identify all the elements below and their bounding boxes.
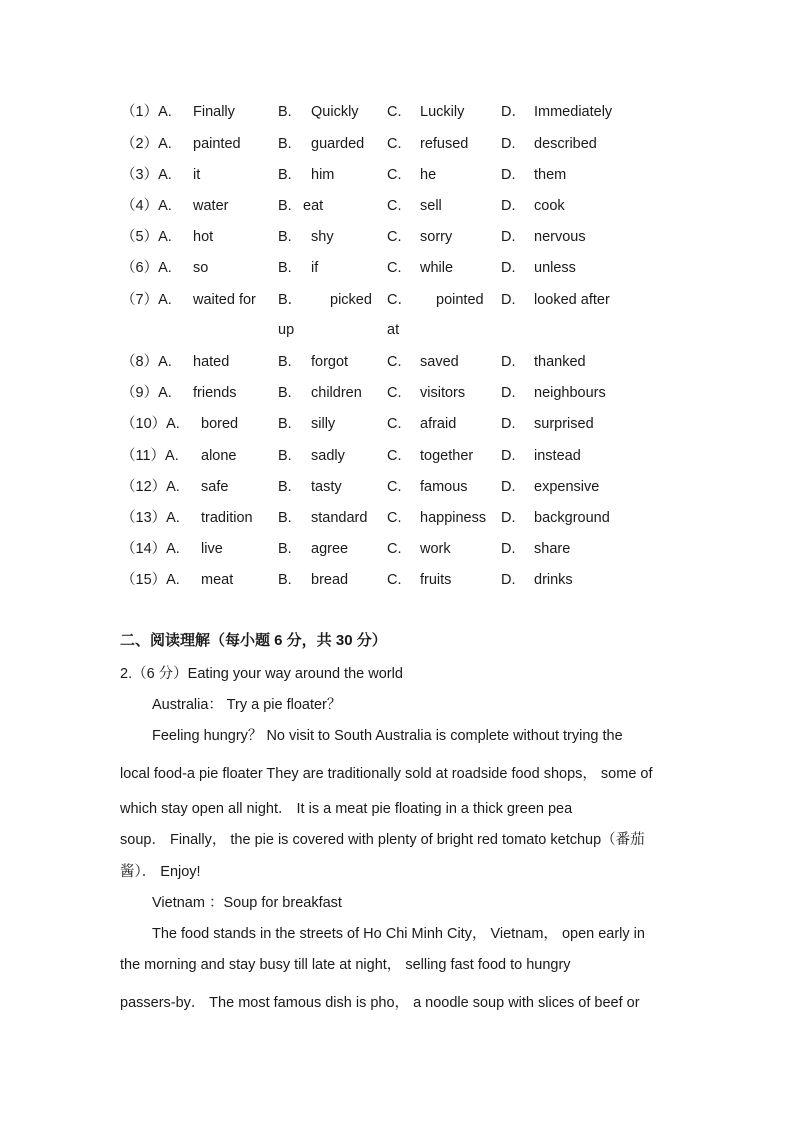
australia-heading: Australia： Try a pie floater？ bbox=[152, 697, 342, 713]
option-d: nervous bbox=[534, 229, 586, 245]
option-d: neighbours bbox=[534, 385, 606, 401]
option-d-letter: D. bbox=[501, 354, 516, 370]
question-number: （5）A. bbox=[121, 229, 172, 245]
option-c: sorry bbox=[420, 229, 453, 245]
option-c-continued: at bbox=[387, 322, 400, 338]
option-b: shy bbox=[311, 229, 334, 245]
option-c: Luckily bbox=[420, 104, 465, 120]
option-c: refused bbox=[420, 136, 469, 152]
option-d-letter: D. bbox=[501, 448, 516, 464]
option-c-letter: C. bbox=[387, 385, 402, 401]
option-d-letter: D. bbox=[501, 167, 516, 183]
option-b-letter: B. bbox=[278, 229, 292, 245]
option-d-letter: D. bbox=[501, 198, 516, 214]
option-b: tasty bbox=[311, 479, 342, 495]
option-a: alone bbox=[201, 448, 237, 464]
option-b: guarded bbox=[311, 136, 365, 152]
option-a: safe bbox=[201, 479, 229, 495]
option-b-letter: B. bbox=[278, 416, 292, 432]
option-d: them bbox=[534, 167, 567, 183]
option-c: together bbox=[420, 448, 474, 464]
option-a: tradition bbox=[201, 510, 253, 526]
paragraph-line: The food stands in the streets of Ho Chi Minh City， Vietnam， open early in bbox=[152, 926, 645, 942]
option-d: background bbox=[534, 510, 610, 526]
paragraph-line: 酱）． Enjoy! bbox=[120, 864, 201, 880]
option-d-letter: D. bbox=[501, 292, 516, 308]
option-b-letter: B. bbox=[278, 448, 292, 464]
option-c: saved bbox=[420, 354, 459, 370]
option-a: hated bbox=[193, 354, 230, 370]
option-d: instead bbox=[534, 448, 581, 464]
option-c-letter: C. bbox=[387, 229, 402, 245]
option-c-letter: C. bbox=[387, 541, 402, 557]
question-number: （2）A. bbox=[121, 136, 172, 152]
option-d: thanked bbox=[534, 354, 586, 370]
option-d-letter: D. bbox=[501, 479, 516, 495]
question-number: （6）A. bbox=[121, 260, 172, 276]
option-d: surprised bbox=[534, 416, 594, 432]
option-d-letter: D. bbox=[501, 416, 516, 432]
option-c: famous bbox=[420, 479, 468, 495]
option-b: him bbox=[311, 167, 335, 183]
option-d: looked after bbox=[534, 292, 610, 308]
option-c: visitors bbox=[420, 385, 466, 401]
option-d: expensive bbox=[534, 479, 600, 495]
option-c: he bbox=[420, 167, 437, 183]
option-b: forgot bbox=[311, 354, 349, 370]
option-a: painted bbox=[193, 136, 241, 152]
option-a: it bbox=[193, 167, 201, 183]
question-number: （11）A. bbox=[121, 448, 179, 464]
option-a: water bbox=[193, 198, 229, 214]
question-number: （13）A. bbox=[121, 510, 180, 526]
paragraph-line: which stay open all night． It is a meat pie floating in a thick green pea bbox=[120, 801, 573, 817]
option-b-continued: up bbox=[278, 322, 295, 338]
paragraph-line: local food-a pie floater They are traditionally sold at roadside food shops， some of bbox=[120, 766, 653, 782]
option-d-letter: D. bbox=[501, 510, 516, 526]
option-d-letter: D． bbox=[501, 104, 526, 120]
option-c-letter: C. bbox=[387, 510, 402, 526]
question-number: （14）A. bbox=[121, 541, 180, 557]
option-d: described bbox=[534, 136, 597, 152]
option-d-letter: D. bbox=[501, 572, 516, 588]
question-number: （10）A. bbox=[121, 416, 180, 432]
option-b: picked bbox=[330, 292, 372, 308]
option-d-letter: D. bbox=[501, 385, 516, 401]
option-b-letter: B. bbox=[278, 354, 292, 370]
question-number: （12）A. bbox=[121, 479, 180, 495]
option-b-letter: B． bbox=[278, 292, 303, 308]
section-heading: 二、阅读理解（每小题 6 分，共 30 分） bbox=[120, 632, 387, 649]
option-c-letter: C. bbox=[387, 260, 402, 276]
question-number: （7）A. bbox=[121, 292, 172, 308]
paragraph-line: soup． Finally， the pie is covered with plenty of bright red tomato ketchup（番茄 bbox=[120, 832, 645, 848]
vietnam-heading: Vietnam ：Soup for breakfast bbox=[152, 895, 342, 911]
question-title: 2.（6 分）Eating your way around the world bbox=[120, 666, 403, 682]
option-b: bread bbox=[311, 572, 349, 588]
option-b-letter: B. bbox=[278, 541, 292, 557]
option-c: sell bbox=[420, 198, 442, 214]
option-c: happiness bbox=[420, 510, 487, 526]
option-b: children bbox=[311, 385, 362, 401]
option-c: while bbox=[420, 260, 454, 276]
option-b-letter: B. bbox=[278, 260, 292, 276]
option-b-letter: B. bbox=[278, 104, 292, 120]
option-b-letter: B. bbox=[278, 385, 292, 401]
option-d: share bbox=[534, 541, 571, 557]
option-c-letter: C. bbox=[387, 198, 402, 214]
option-a: bored bbox=[201, 416, 239, 432]
option-c-letter: C. bbox=[387, 479, 402, 495]
option-d: drinks bbox=[534, 572, 573, 588]
option-b-letter: B. bbox=[278, 510, 292, 526]
option-a: so bbox=[193, 260, 209, 276]
option-c-letter: C. bbox=[387, 354, 402, 370]
paragraph-line: passers-by． The most famous dish is pho， a noodle soup with slices of beef or bbox=[120, 995, 640, 1011]
option-b: agree bbox=[311, 541, 349, 557]
question-number: （1）A. bbox=[121, 104, 172, 120]
option-d-letter: D. bbox=[501, 541, 516, 557]
option-b: Quickly bbox=[311, 104, 359, 120]
option-b: standard bbox=[311, 510, 368, 526]
option-a: meat bbox=[201, 572, 234, 588]
option-d-letter: D. bbox=[501, 229, 516, 245]
option-c-letter: C. bbox=[387, 416, 402, 432]
option-c-letter: C. bbox=[387, 572, 402, 588]
option-b: sadly bbox=[311, 448, 345, 464]
option-c: afraid bbox=[420, 416, 457, 432]
paragraph-line: Feeling hungry？ No visit to South Australia is complete without trying the bbox=[152, 728, 623, 744]
option-c: work bbox=[420, 541, 451, 557]
question-number: （4）A. bbox=[121, 198, 172, 214]
option-a: friends bbox=[193, 385, 237, 401]
option-a: hot bbox=[193, 229, 214, 245]
option-c-letter: C. bbox=[387, 136, 402, 152]
option-d: unless bbox=[534, 260, 576, 276]
option-c: fruits bbox=[420, 572, 452, 588]
option-d: Immediately bbox=[534, 104, 613, 120]
option-a: waited for bbox=[193, 292, 256, 308]
paragraph-line: the morning and stay busy till late at night， selling fast food to hungry bbox=[120, 957, 571, 973]
option-d: cook bbox=[534, 198, 565, 214]
option-c-letter: C. bbox=[387, 448, 402, 464]
question-number: （9）A. bbox=[121, 385, 172, 401]
question-number: （8）A. bbox=[121, 354, 172, 370]
option-b-letter: B. bbox=[278, 167, 292, 183]
option-c-letter: C. bbox=[387, 104, 402, 120]
option-b: eat bbox=[303, 198, 324, 214]
question-number: （15）A. bbox=[121, 572, 180, 588]
option-d-letter: D. bbox=[501, 136, 516, 152]
option-c: pointed bbox=[436, 292, 484, 308]
option-b-letter: B. bbox=[278, 198, 292, 214]
option-d-letter: D. bbox=[501, 260, 516, 276]
option-c-letter: C． bbox=[387, 292, 412, 308]
option-b-letter: B. bbox=[278, 479, 292, 495]
option-b-letter: B. bbox=[278, 572, 292, 588]
option-a: Finally bbox=[193, 104, 235, 120]
option-c-letter: C. bbox=[387, 167, 402, 183]
option-b: if bbox=[311, 260, 319, 276]
question-number: （3）A. bbox=[121, 167, 172, 183]
option-b: silly bbox=[311, 416, 336, 432]
option-b-letter: B. bbox=[278, 136, 292, 152]
option-a: live bbox=[201, 541, 223, 557]
